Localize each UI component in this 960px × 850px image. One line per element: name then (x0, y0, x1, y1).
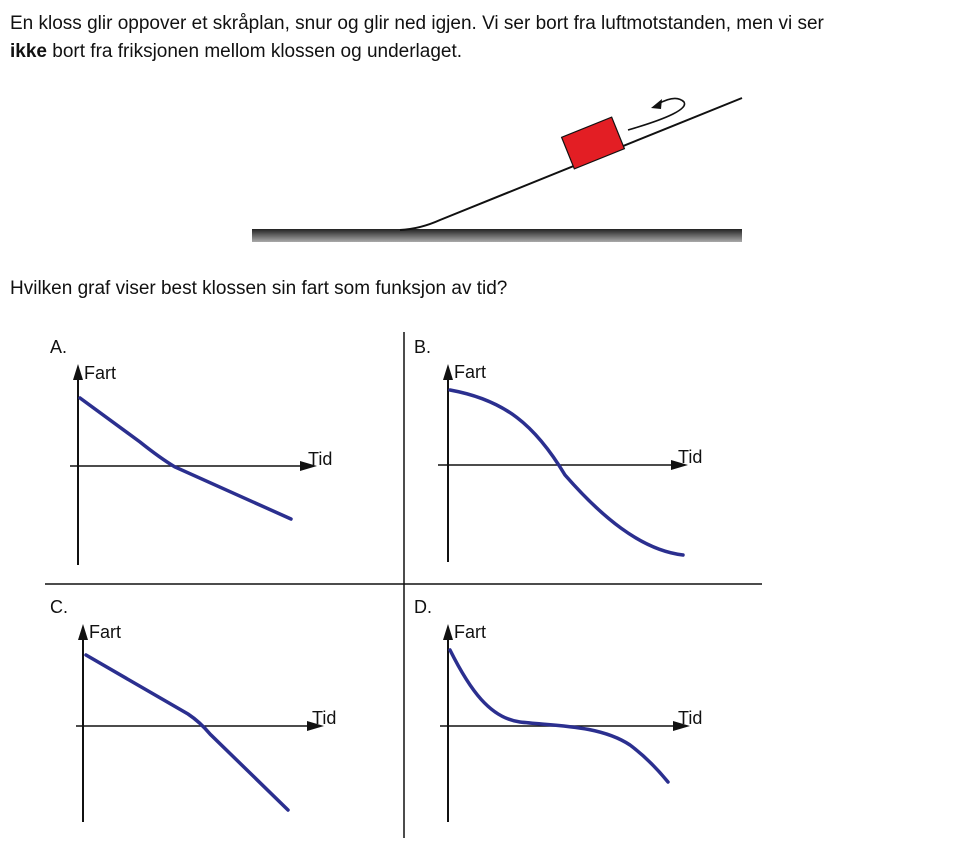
option-a-letter[interactable]: A. (50, 337, 68, 357)
graph-d-curve (450, 650, 668, 782)
graph-b-y-arrow (443, 364, 453, 380)
graph-c-x-label: Tid (312, 708, 337, 728)
graph-d-y-arrow (443, 624, 453, 640)
graph-a-y-label: Fart (84, 363, 117, 383)
graph-a[interactable] (70, 363, 332, 565)
intro-text-2: bort fra friksjonen mellom klossen og underlaget. (52, 41, 463, 62)
graph-b[interactable] (438, 362, 702, 562)
graph-d-x-label: Tid (678, 708, 703, 728)
graph-c-y-label: Fart (89, 622, 122, 642)
intro-text-1: En kloss glir oppover et skråplan, snur og glir ned igjen. Vi ser bort fra luftmotstanden, men vi ser (10, 13, 824, 34)
graph-b-x-label: Tid (678, 447, 703, 467)
intro-bold-word: ikke (10, 41, 47, 62)
graph-a-x-label: Tid (308, 449, 333, 469)
graph-a-y-arrow (73, 364, 83, 380)
option-b-letter[interactable]: B. (414, 337, 432, 357)
graph-d[interactable] (440, 622, 702, 822)
question-text: Hvilken graf viser best klossen sin fart som funksjon av tid? (10, 278, 508, 299)
graph-c[interactable] (76, 622, 336, 822)
graph-a-curve (80, 398, 291, 519)
option-d-letter[interactable]: D. (414, 597, 432, 617)
option-c-letter[interactable]: C. (50, 597, 68, 617)
graph-c-curve (86, 655, 288, 810)
graph-b-y-label: Fart (454, 362, 487, 382)
graph-c-y-arrow (78, 624, 88, 640)
graph-d-y-label: Fart (454, 622, 487, 642)
graph-b-curve (450, 390, 683, 555)
